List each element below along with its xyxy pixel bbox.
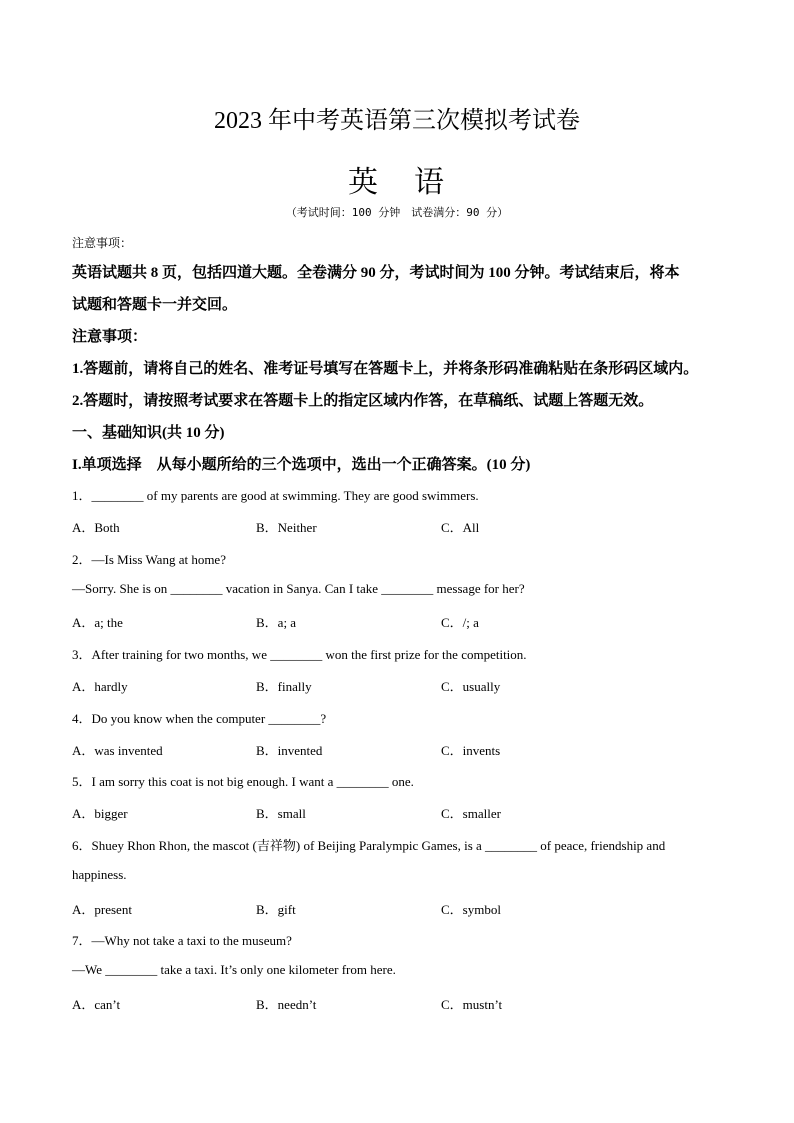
q7-option-b: B．needn’t [256, 997, 317, 1012]
question-5-stem: 5．I am sorry this coat is not big enough. I want a ________ one. [72, 774, 414, 789]
q2-option-b: B．a; a [256, 615, 297, 630]
exam-info: （考试时间：100 分钟 试卷满分：90 分） [285, 206, 509, 219]
question-6-stem: 6．Shuey Rhon Rhon, the mascot (吉祥物) of Beijing Paralympic Games, is a ________ of peace, friendship and [72, 838, 666, 853]
q3-option-a: A．hardly [72, 679, 128, 694]
exam-title: 2023 年中考英语第三次模拟考试卷 [214, 108, 580, 134]
q2-option-a: A．a; the [72, 615, 123, 630]
q5-option-a: A．bigger [72, 806, 128, 821]
question-2-stem-line-2: —Sorry. She is on ________ vacation in Sanya. Can I take ________ message for her? [72, 581, 525, 596]
q7-option-c: C．mustn’t [441, 997, 503, 1012]
q1-option-c: C．All [441, 520, 480, 535]
notice-item-1: 1.答题前，请将自己的姓名、准考证号填写在答题卡上，并将条形码准确粘贴在条形码区域内。 [72, 361, 699, 377]
subject-part-1: 英 [348, 166, 380, 199]
q3-option-b: B．finally [256, 679, 312, 694]
q3-option-c: C．usually [441, 679, 501, 694]
notice-item-2: 2.答题时，请按照考试要求在答题卡上的指定区域内作答，在草稿纸、试题上答题无效。 [72, 393, 654, 409]
section-heading: 一、基础知识(共 10 分) [72, 425, 225, 441]
q4-option-c: C．invents [441, 743, 501, 758]
question-7-stem: 7．—Why not take a taxi to the museum? [72, 933, 292, 948]
q4-option-b: B．invented [256, 743, 323, 758]
q5-option-b: B．small [256, 806, 306, 821]
intro-line-2: 试题和答题卡一并交回。 [72, 297, 238, 313]
q4-option-a: A．was invented [72, 743, 163, 758]
notice-small-label: 注意事项： [72, 236, 133, 250]
subject-part-2: 语 [414, 166, 446, 199]
question-6-stem-line-2: happiness. [72, 867, 127, 882]
q1-option-a: A．Both [72, 520, 120, 535]
subject-title [0, 157, 794, 201]
question-2-stem: 2．—Is Miss Wang at home? [72, 552, 226, 567]
q7-option-a: A．can’t [72, 997, 121, 1012]
notice-label: 注意事项： [72, 329, 148, 345]
question-1-stem: 1．________ of my parents are good at swimming. They are good swimmers. [72, 488, 479, 503]
question-4-stem: 4．Do you know when the computer ________? [72, 711, 327, 726]
q5-option-c: C．smaller [441, 806, 501, 821]
part-heading: I.单项选择 从每小题所给的三个选项中，选出一个正确答案。(10 分) [72, 457, 531, 473]
question-7-stem-line-2: —We ________ take a taxi. It’s only one kilometer from here. [72, 962, 396, 977]
intro-line-1: 英语试题共 8 页，包括四道大题。全卷满分 90 分，考试时间为 100 分钟。考试结束后，将本 [72, 265, 680, 281]
q6-option-a: A．present [72, 902, 132, 917]
question-3-stem: 3．After training for two months, we ________ won the first prize for the competition. [72, 647, 527, 662]
q6-option-c: C．symbol [441, 902, 501, 917]
q6-option-b: B．gift [256, 902, 296, 917]
q1-option-b: B．Neither [256, 520, 317, 535]
q2-option-c: C．/; a [441, 615, 479, 630]
